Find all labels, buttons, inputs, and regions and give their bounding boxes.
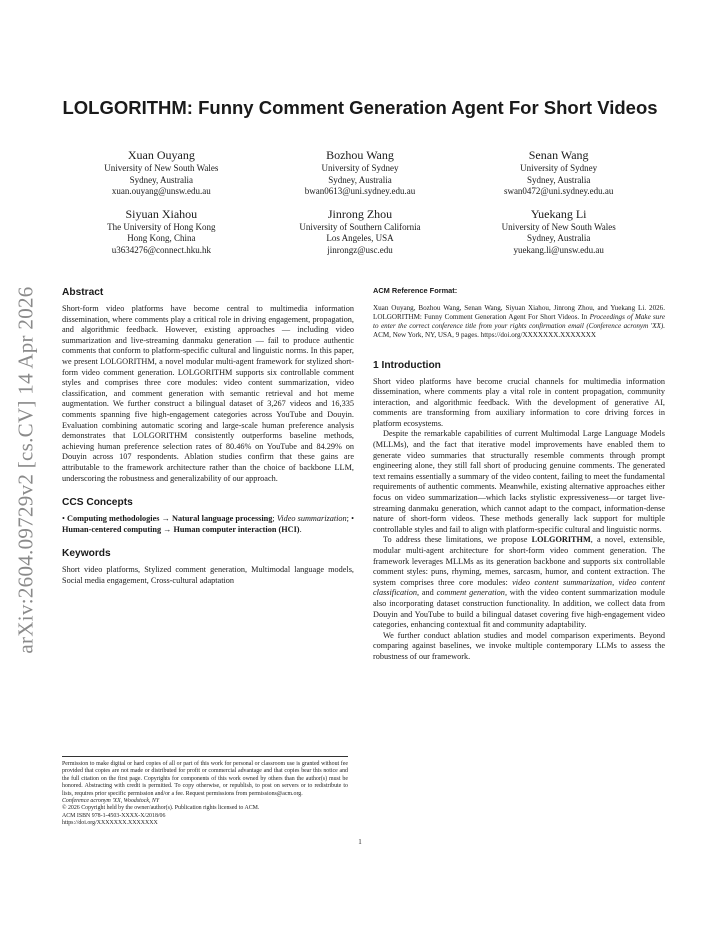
author-2 [261, 148, 460, 198]
acm-reference-venue: Proceedings of Make sure to enter the correct conference title from your rights confirmation email (Conference acronym 'XX). [373, 312, 665, 331]
author-email[interactable]: u3634276@connect.hku.hk [111, 244, 211, 255]
author-5 [261, 207, 460, 257]
author-name: Bozhou Wang [326, 148, 394, 162]
copyright-footnote [62, 756, 348, 828]
author-email[interactable]: jinrongz@usc.edu [327, 244, 393, 255]
isbn-line: ACM ISBN 978-1-4503-XXXX-X/2018/06 [62, 812, 166, 819]
ccs-heading: CCS Concepts [62, 497, 133, 509]
author-email[interactable]: xuan.ouyang@unsw.edu.au [111, 186, 211, 197]
acm-reference-part: ACM, New York, NY, USA, 9 pages. https://doi.org/XXXXXXX.XXXXXXX [373, 331, 597, 340]
keywords-text: Short video platforms, Stylized comment generation, Multimodal language models, Social media engagement, Cross-cultural adaptation [62, 565, 354, 585]
arxiv-stamp [6, 260, 46, 680]
intro-paragraph-3 [373, 535, 665, 630]
author-3 [459, 148, 658, 198]
author-location: Los Angeles, USA [326, 233, 394, 244]
ccs-concept-1: Computing methodologies → Natural language processing [67, 514, 273, 524]
author-affiliation: University of New South Wales [104, 163, 219, 173]
intro-paragraph-4: We further conduct ablation studies and model comparison experiments. Beyond comparing against baselines, we invoke multiple contemporary LLMs to assess the robustness of our framework. [373, 630, 665, 661]
ccs-separator: ; [346, 514, 352, 524]
copyright-line: © 2026 Copyright held by the owner/author(s). Publication rights licensed to ACM. [62, 805, 260, 812]
doi-link[interactable]: https://doi.org/XXXXXXX.XXXXXXX [62, 820, 158, 827]
author-location: Hong Kong, China [127, 233, 196, 244]
author-4 [62, 207, 261, 257]
arxiv-identifier[interactable]: arXiv:2604.09729v2 [cs.CV] 14 Apr 2026 [13, 286, 38, 654]
abstract-text: Short-form video platforms have become central to multimedia information dissemination, where comments play a critical role in driving engagement, propagation, and algorithmic feedback. However, existing approaches — including video summarization and live-streaming danmaku generation — fail to produce authentic comments that conform to platform-specific cultural and linguistic norms. In this paper, we present LOLGORITHM, a novel modular multi-agent framework for stylized short-form video comment generation. LOLGORITHM supports six controllable comment styles and comprises three core modules: video content summarization, video classification, and comment generation with semantic retrieval and hot meme augmentation. We further construct a bilingual dataset of 3,267 videos and 16,335 comments spanning five high-engagement categories across YouTube and Douyin. Evaluation combining automatic scoring and large-scale human preference analysis demonstrates that LOLGORITHM consistently outperforms baseline methods, achieving human preference selection rates of 80.46% on YouTube and 84.29% on Douyin across 107 respondents. Ablation studies confirm that these gains are attributable to the framework architecture rather than the choice of backbone LLM, underscoring the robustness and generalizability of our approach. [62, 304, 354, 483]
intro-text: , [612, 577, 619, 587]
author-name: Senan Wang [528, 148, 589, 162]
right-column [373, 286, 665, 663]
author-location: Sydney, Australia [526, 174, 591, 185]
ccs-concepts [62, 514, 354, 535]
paper-title: LOLGORITHM: Funny Comment Generation Agent For Short Videos [62, 97, 658, 118]
author-location: Sydney, Australia [129, 174, 194, 185]
acm-reference-part: Xuan Ouyang, Bozhou Wang, Senan Wang, Siyuan Xiahou, Jinrong Zhou, and Yuekang Li. 2026. LOLGORITHM: Funny Comment Generation Agent For Short Videos. In [373, 303, 665, 321]
author-name: Xuan Ouyang [127, 148, 195, 162]
ccs-bullet: • [62, 514, 68, 524]
author-affiliation: University of Sydney [321, 163, 399, 173]
intro-text: , a novel, extensible, modular multi-agent architecture for short-form video comment generation. The framework leverages MLLMs as its generation backbone and supports six controllable comment styles: puns, rhyming, memes, sarcasm, humor, and content extraction. The system comprises three core modules: [373, 535, 665, 587]
introduction-heading: 1 Introduction [373, 359, 441, 371]
left-column [62, 286, 354, 586]
abstract-heading: Abstract [62, 287, 104, 298]
author-affiliation: University of Sydney [520, 163, 598, 173]
module-name: comment generation [436, 588, 505, 598]
intro-text: To address these limitations, we propose [383, 535, 532, 545]
author-1 [62, 148, 261, 198]
author-location: Sydney, Australia [526, 233, 591, 244]
permission-notice: Permission to make digital or hard copies of all or part of this work for personal or classroom use is granted without fee provided that copies are not made or distributed for profit or commercial advantage and that copies bear this notice and the full citation on the first page. Copyrights for components of this work owned by others than the author(s) must be honored. Abstracting with credit is permitted. To copy otherwise, or republish, to post on servers or to redistribute to lists, requires prior specific permission and/or a fee. Request permissions from permissions@acm.org. [62, 761, 348, 797]
author-location: Sydney, Australia [328, 174, 392, 185]
author-affiliation: University of New South Wales [501, 221, 616, 232]
author-email[interactable]: swan0472@uni.sydney.edu.au [503, 186, 614, 197]
conference-name: Conference acronym 'XX, Woodstock, NY [62, 798, 160, 805]
ccs-separator: ; [272, 514, 277, 524]
ccs-end: . [299, 524, 302, 534]
intro-text: , and [417, 588, 437, 598]
intro-text: , with the video content summarization module also incorporating dataset construction functionality. In addition, we collect data from Douyin and YouTube to build a bilingual dataset covering five high-engagement video categories, enhancing contextual fit and community adaptability. [373, 588, 665, 630]
author-6 [459, 207, 658, 257]
system-name: LOLGORITHM [531, 535, 591, 545]
ccs-concept-2: Human-centered computing → Human computer interaction (HCI) [62, 524, 300, 534]
ccs-bullet: • [351, 514, 354, 524]
module-name: video content summarization [512, 577, 613, 587]
author-affiliation: The University of Hong Kong [107, 221, 216, 232]
page-number: 1 [358, 838, 362, 846]
author-name: Yuekang Li [530, 206, 587, 221]
module-name: video content classification [373, 577, 666, 598]
acm-reference-text [373, 304, 665, 341]
author-name: Jinrong Zhou [327, 206, 393, 221]
author-name: Siyuan Xiahou [125, 206, 198, 221]
intro-paragraph-1: Short video platforms have become crucial channels for multimedia information dissemination, where comments play a vital role in content propagation, community interaction, and algorithmic feedback. With the development of generative AI, comments are transforming from auxiliary information to core driving forces in platform ecosystems. [373, 376, 665, 428]
author-block [62, 148, 658, 257]
author-email[interactable]: yuekang.li@unsw.edu.au [513, 244, 604, 255]
ccs-concept-1-sub: Video summarization [276, 514, 347, 524]
author-affiliation: University of Southern California [299, 221, 421, 232]
author-email[interactable]: bwan0613@uni.sydney.edu.au [304, 186, 416, 197]
keywords-heading: Keywords [62, 548, 111, 560]
intro-paragraph-2: Despite the remarkable capabilities of current Multimodal Large Language Models (MLLMs), and the fact that iterative model improvements have enabled them to generate video summaries that structurally resemble comments through prompt engineering alone, they still fall short of producing genuine comments. The generated text remains essentially a summary of the video content, failing to meet the fundamental requirements of authentic comments. Meanwhile, existing alternative approaches either focus on video summarization—which lacks stylistic expressiveness—or target live-streaming danmaku generation, which cannot adapt to the compact, information-dense nature of short-form videos. These methods generally lack support for multiple controllable styles and fail to align with platform-specific cultural and linguistic norms. [373, 429, 665, 534]
acm-reference-heading: ACM Reference Format: [373, 286, 458, 295]
